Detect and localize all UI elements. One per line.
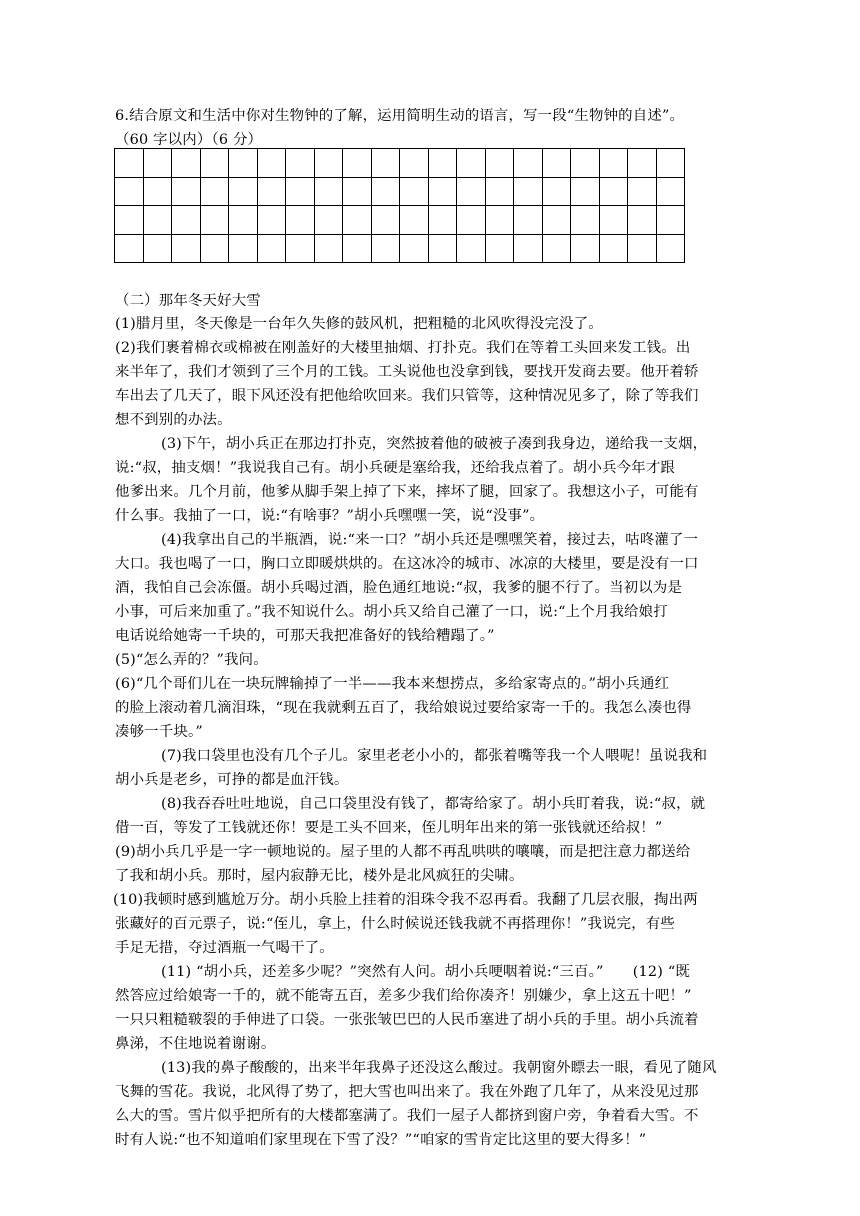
question-line-1: 6.结合原文和生活中你对生物钟的了解，运用简明生动的语言，写一段“生物钟的自述”。 <box>115 108 685 124</box>
grid-cell[interactable] <box>286 177 315 206</box>
grid-row <box>115 206 685 235</box>
grid-cell[interactable] <box>257 177 286 206</box>
grid-cell[interactable] <box>371 206 400 235</box>
grid-cell[interactable] <box>428 177 457 206</box>
grid-cell[interactable] <box>400 149 429 178</box>
paragraph-line: 说:“叔，抽支烟！”我说我自己有。胡小兵硬是塞给我，还给我点着了。胡小兵今年才跟 <box>115 460 676 476</box>
paragraph-line: (8)我吞吞吐吐地说，自己口袋里没有钱了，都寄给家了。胡小兵盯着我，说:“叔，就 <box>161 796 706 812</box>
grid-cell[interactable] <box>286 234 315 263</box>
grid-cell[interactable] <box>485 206 514 235</box>
grid-cell[interactable] <box>143 149 172 178</box>
grid-cell[interactable] <box>571 234 600 263</box>
grid-cell[interactable] <box>571 177 600 206</box>
grid-cell[interactable] <box>343 234 372 263</box>
grid-cell[interactable] <box>599 149 628 178</box>
grid-cell[interactable] <box>542 177 571 206</box>
grid-cell[interactable] <box>457 206 486 235</box>
grid-cell[interactable] <box>200 206 229 235</box>
paragraph-line: 什么事。我抽了一口，说:“有啥事？”胡小兵嘿嘿一笑，说“没事”。 <box>115 508 545 524</box>
grid-cell[interactable] <box>115 149 144 178</box>
grid-cell[interactable] <box>314 177 343 206</box>
grid-cell[interactable] <box>514 149 543 178</box>
paragraph-line: 他爹出来。几个月前，他爹从脚手架上掉了下来，摔坏了腿，回家了。我想这小子，可能有 <box>115 484 699 500</box>
section-title: （二）那年冬天好大雪 <box>115 293 261 309</box>
paragraph-line: (9)胡小兵几乎是一字一顿地说的。屋子里的人都不再乱哄哄的嚷嚷，而是把注意力都送给 <box>115 844 691 860</box>
paragraph-line: 飞舞的雪花。我说，北风得了势了，把大雪也叫出来了。我在外跑了几年了，从来没见过那 <box>115 1084 699 1100</box>
grid-cell[interactable] <box>542 206 571 235</box>
grid-cell[interactable] <box>599 177 628 206</box>
grid-cell[interactable] <box>514 177 543 206</box>
paragraph-line: (7)我口袋里也没有几个子儿。家里老老小小的，都张着嘴等我一个人喂呢！虽说我和 <box>161 748 708 764</box>
grid-cell[interactable] <box>200 234 229 263</box>
paragraph-line: 的脸上滚动着几滴泪珠，“现在我就剩五百了，我给娘说过要给家寄一千的。我怎么凑也得 <box>115 700 692 716</box>
grid-cell[interactable] <box>257 206 286 235</box>
grid-cell[interactable] <box>514 206 543 235</box>
grid-cell[interactable] <box>200 149 229 178</box>
paragraph-line: 凑够一千块。” <box>115 724 203 740</box>
paragraph-line: (10)我顿时感到尴尬万分。胡小兵脸上挂着的泪珠令我不忍再看。我翻了几层衣服，掏出两 <box>113 892 698 908</box>
paragraph-line: 电话说给她寄一千块的，可那天我把准备好的钱给糟蹋了。” <box>115 628 495 644</box>
grid-cell[interactable] <box>428 206 457 235</box>
paragraph-line: 了我和胡小兵。那时，屋内寂静无比，楼外是北风疯狂的尖啸。 <box>115 868 524 884</box>
paragraph-line: 酒，我怕自己会冻僵。胡小兵喝过酒，脸色通红地说:“叔，我爹的腿不行了。当初以为是 <box>115 580 683 596</box>
grid-cell[interactable] <box>428 149 457 178</box>
grid-cell[interactable] <box>656 149 685 178</box>
grid-cell[interactable] <box>571 206 600 235</box>
grid-cell[interactable] <box>371 234 400 263</box>
paragraph-line: (1)腊月里，冬天像是一台年久失修的鼓风机，把粗糙的北风吹得没完没了。 <box>115 316 603 332</box>
grid-cell[interactable] <box>229 234 258 263</box>
grid-row <box>115 234 685 263</box>
grid-cell[interactable] <box>200 177 229 206</box>
grid-cell[interactable] <box>428 234 457 263</box>
grid-cell[interactable] <box>343 206 372 235</box>
paragraph-line: 胡小兵是老乡，可挣的都是血汗钱。 <box>115 772 349 788</box>
grid-cell[interactable] <box>571 149 600 178</box>
paragraph-line: 来半年了，我们才领到了三个月的工钱。工头说他也没拿到钱，要找开发商去要。他开着轿 <box>115 364 699 380</box>
paragraph-line: 时有人说:“也不知道咱们家里现在下雪了没？”“咱家的雪肯定比这里的要大得多！” <box>115 1132 647 1148</box>
grid-cell[interactable] <box>628 149 657 178</box>
grid-cell[interactable] <box>172 177 201 206</box>
grid-cell[interactable] <box>314 234 343 263</box>
grid-cell[interactable] <box>599 206 628 235</box>
grid-cell[interactable] <box>457 149 486 178</box>
grid-cell[interactable] <box>115 177 144 206</box>
grid-cell[interactable] <box>115 234 144 263</box>
grid-cell[interactable] <box>371 177 400 206</box>
grid-cell[interactable] <box>229 177 258 206</box>
paragraph-line: (4)我拿出自己的半瓶酒，说:“来一口？”胡小兵还是嘿嘿笑着，接过去，咕咚灌了一 <box>161 532 699 548</box>
grid-cell[interactable] <box>485 149 514 178</box>
answer-grid <box>114 148 685 263</box>
grid-cell[interactable] <box>172 234 201 263</box>
grid-row <box>115 177 685 206</box>
grid-cell[interactable] <box>286 206 315 235</box>
grid-cell[interactable] <box>542 234 571 263</box>
grid-cell[interactable] <box>400 177 429 206</box>
paragraph-line: 鼻涕，不住地说着谢谢。 <box>115 1036 276 1052</box>
grid-cell[interactable] <box>229 149 258 178</box>
grid-cell[interactable] <box>628 234 657 263</box>
grid-cell[interactable] <box>343 149 372 178</box>
paragraph-line: 手足无措，夺过酒瓶一气喝干了。 <box>115 940 334 956</box>
paragraph-line: 一只只粗糙皲裂的手伸进了口袋。一张张皱巴巴的人民币塞进了胡小兵的手里。胡小兵流着 <box>115 1012 699 1028</box>
paragraph-line: 么大的雪。雪片似乎把所有的大楼都塞满了。我们一屋子人都挤到窗户旁，争着看大雪。不 <box>115 1108 699 1124</box>
grid-cell[interactable] <box>514 234 543 263</box>
grid-cell[interactable] <box>656 206 685 235</box>
grid-cell[interactable] <box>314 206 343 235</box>
grid-cell[interactable] <box>257 149 286 178</box>
paragraph-line: 小事，可后来加重了。”我不知说什么。胡小兵又给自己灌了一口，说:“上个月我给娘打 <box>115 604 668 620</box>
grid-cell[interactable] <box>343 177 372 206</box>
paragraph-line: (6)“几个哥们儿在一块玩牌输掉了一半——我本来想捞点，多给家寄点的。”胡小兵通红 <box>115 676 670 692</box>
grid-cell[interactable] <box>257 234 286 263</box>
paragraph-line: (11) “胡小兵，还差多少呢？”突然有人问。胡小兵哽咽着说:“三百。” (12) “既 <box>161 964 690 980</box>
grid-cell[interactable] <box>172 149 201 178</box>
grid-cell[interactable] <box>400 206 429 235</box>
grid-cell[interactable] <box>371 149 400 178</box>
paragraph-line: 张藏好的百元票子，说:“侄儿，拿上，什么时候说还钱我就不再搭理你！”我说完，有些 <box>115 916 676 932</box>
grid-cell[interactable] <box>143 177 172 206</box>
paragraph-line: (3)下午，胡小兵正在那边打扑克，突然披着他的破被子凑到我身边，递给我一支烟， <box>161 436 708 452</box>
grid-cell[interactable] <box>628 206 657 235</box>
paragraph-line: (2)我们裹着棉衣或棉被在刚盖好的大楼里抽烟、打扑克。我们在等着工头回来发工钱。出 <box>115 340 691 356</box>
grid-cell[interactable] <box>400 234 429 263</box>
grid-cell[interactable] <box>115 206 144 235</box>
grid-cell[interactable] <box>286 149 315 178</box>
grid-cell[interactable] <box>628 177 657 206</box>
question-line-2: （60 字以内）（6 分） <box>115 132 263 148</box>
grid-cell[interactable] <box>485 234 514 263</box>
grid-cell[interactable] <box>457 234 486 263</box>
grid-cell[interactable] <box>542 149 571 178</box>
grid-cell[interactable] <box>229 206 258 235</box>
paragraph-line: 想不到别的办法。 <box>115 412 232 428</box>
paragraph-line: 车出去了几天了，眼下风还没有把他给吹回来。我们只管等，这种情况见多了，除了等我们 <box>115 388 699 404</box>
grid-cell[interactable] <box>314 149 343 178</box>
paragraph-line: 大口。我也喝了一口，胸口立即暖烘烘的。在这冰冷的城市、冰凉的大楼里，要是没有一口 <box>115 556 699 572</box>
grid-cell[interactable] <box>172 206 201 235</box>
grid-cell[interactable] <box>143 206 172 235</box>
grid-cell[interactable] <box>656 177 685 206</box>
grid-row <box>115 149 685 178</box>
grid-cell[interactable] <box>599 234 628 263</box>
grid-cell[interactable] <box>656 234 685 263</box>
grid-cell[interactable] <box>485 177 514 206</box>
paragraph-line: 借一百，等发了工钱就还你！要是工头不回来，侄儿明年出来的第一张钱就还给叔！” <box>115 820 663 836</box>
paragraph-line: 然答应过给娘寄一千的，就不能寄五百，差多少我们给你凑齐！别嫌少，拿上这五十吧！” <box>115 988 692 1004</box>
grid-cell[interactable] <box>143 234 172 263</box>
grid-cell[interactable] <box>457 177 486 206</box>
paragraph-line: (13)我的鼻子酸酸的，出来半年我鼻子还没这么酸过。我朝窗外瞟去一眼，看见了随风 <box>161 1060 717 1076</box>
paragraph-line: (5)“怎么弄的？”我问。 <box>115 652 268 668</box>
